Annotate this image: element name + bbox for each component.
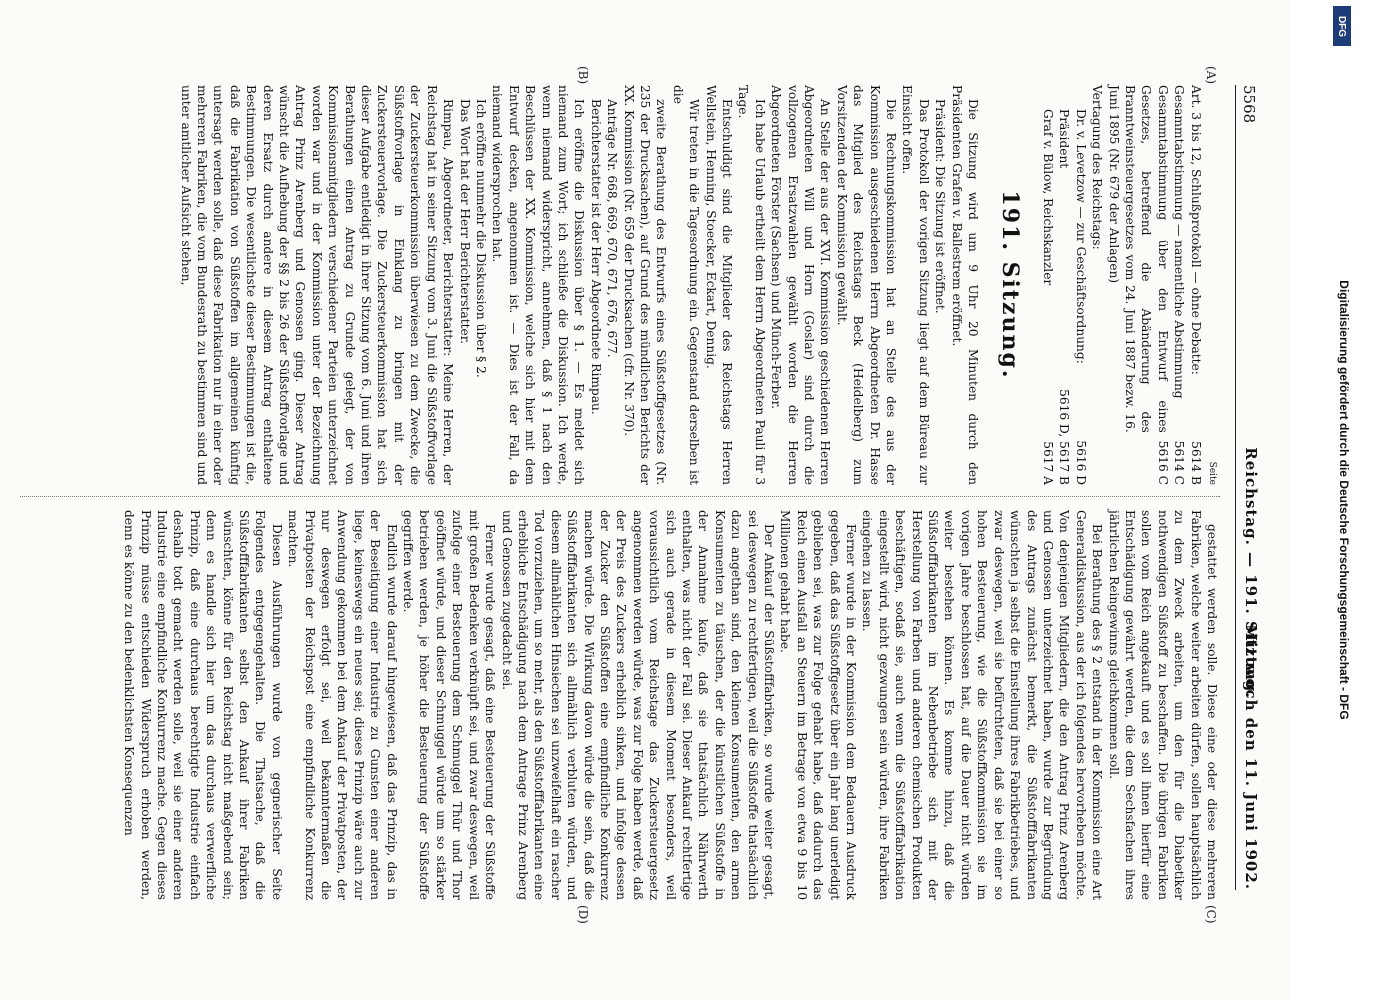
toc-text: Art. 3 bis 12, Schlußprotokoll — ohne Debatte: xyxy=(1188,85,1203,375)
paragraph: Berichterstatter ist der Herr Abgeordnete Rimpau. xyxy=(588,99,603,415)
paragraph: An Stelle der aus der XVI. Kommission geschiedenen Herren Abgeordneten Will und Horn (Goslar) sind durch die vollzogenen Ersatzwahlen gewählt worden die Herren Abgeordneten Förster (Sachsen) und Münch-Ferber. xyxy=(769,85,833,485)
paragraph: Endlich wurde darauf hingewiesen, daß das Prinzip, das in der Beseitigung einer Industrie zu Gunsten einer anderen liege, keineswegs ein neues sei; dieses Prinzip wäre auch zur Anwendung gekommen bei dem Ankauf der Privatposten, der nur deswegen erfolgt sei, weil bekanntermaßen die Privatposten der Reichspost eine empfindliche Konkurrenz machten. xyxy=(286,510,399,900)
paragraph: Ferner wurde in der Kommission dem Bedauern Ausdruck gegeben, daß das Süßstoffgesetz über ein Jahr lang unerledigt geblieben sei, was zur Folge gehabt habe, daß dadurch das Reich einen Ausfall an Steuern im Betrage von etwa 9 bis 10 Millionen gehabt habe. xyxy=(778,510,859,900)
page-number: 5568 xyxy=(1240,85,1258,124)
toc-text: Gesammtabstimmung über den Entwurf eines Gesetzes, betreffend die Abänderung des Branntweinsteuergesetzes vom 24. Juni 1887 bezw. 16. Juni 1895 (Nr. 679 der Anlagen) xyxy=(1106,85,1170,433)
toc-page: 5616 D xyxy=(1073,440,1088,485)
toc-seite-label: Seite xyxy=(1207,461,1217,485)
toc-page: 5614 C xyxy=(1172,440,1187,485)
toc-page: 5616 C xyxy=(1155,440,1170,485)
toc-text: Graf v. Bülow, Reichskanzler xyxy=(1040,109,1055,286)
toc-row xyxy=(1105,85,1171,485)
header-date: Mittwoch den 11. Juni 1902. xyxy=(1242,624,1260,890)
paragraph: Das Protokoll der vorigen Sitzung liegt auf dem Büreau zur Einsicht offen. xyxy=(900,85,931,485)
margin-mark-d: (D) xyxy=(576,905,590,924)
paragraph: Entschuldigt sind die Mitglieder des Reichstags Herren Wellstein, Henning, Stoecker, Eckart, Dennig. xyxy=(703,85,735,485)
toc-page: 5616 D, 5617 B xyxy=(1057,389,1072,485)
banner-text: Digitalisierung gefördert durch die Deutsche Forschungsgemeinschaft - DFG xyxy=(1336,280,1351,720)
toc-row xyxy=(1056,85,1072,485)
paragraph: Die Rechnungskommission hat an Stelle des aus der Kommission ausgeschiedenen Herrn Abgeordneten Dr. Hasse das Mitglied des Reichstags Beck (Heidelberg) zum Vorsitzenden der Kommission gewählt. xyxy=(834,85,899,485)
paragraph: Ich eröffne die Diskussion über § 1. — Es meldet sich niemand zum Wort; ich schließe die Diskussion. Ich werde, wenn niemand widerspricht, annehmen, daß § 1 nach den Beschlüssen der XX. Kommission, welche sich hier mit dem Entwurf decken, angenommen ist. — Dies ist der Fall, da niemand widersprochen hat. xyxy=(490,85,587,485)
margin-mark-c: (C) xyxy=(1204,905,1218,924)
toc-page: 5614 B xyxy=(1188,441,1203,485)
paragraph: Wir treten in die Tagesordnung ein. Gegenstand derselben ist die xyxy=(670,85,702,485)
margin-mark-b: (B) xyxy=(576,66,590,85)
right-text-body xyxy=(121,510,1220,900)
paragraph: Ich eröffne nunmehr die Diskussion über § 2. xyxy=(473,99,488,378)
dfg-logo: DFG xyxy=(1333,6,1351,46)
column-divider xyxy=(20,496,1220,497)
paragraph: Ich habe Urlaub ertheilt dem Herrn Abgeordneten Pauli für 3 Tage. xyxy=(736,85,767,485)
toc-page: 5617 A xyxy=(1040,441,1055,485)
paragraph: Ferner wurde gesagt, daß eine Besteuerung der Süßstoffe mit großen Bedenken verknüpft sei, und zwar deswegen, weil zufolge einer Besteuerung dem Schmuggel Thür und Thor geöffnet würde, und dieser Schmuggel würde um so stärker betrieben werden, je höher die Besteuerung der Süßstoffe gegriffen werde. xyxy=(401,510,498,900)
paragraph: Rimpau, Abgeordneter, Berichterstatter: Meine Herren, der Reichstag hat in seiner Sitzung vom 3. Juni die Süßstoffvorlage der Zuckersteuerkommission überwiesen zu dem Zwecke, die Süßstoffvorlage in Einklang zu bringen mit der Zuckersteuervorlage. Die Zuckersteuerkommission hat sich dieser Aufgabe entledigt in ihrer Sitzung vom 6. Juni und ihren Berathungen einen Antrag zu Grunde gelegt, der von Kommissionsmitgliedern verschiedener Parteien unterzeichnet worden war und in der Kommission unter der Bezeichnung Antrag Prinz Arenberg und Genossen ging. Dieser Antrag wünscht die Aufhebung der §§ 2 bis 26 der Süßstoffvorlage und deren Ersatz durch andere in diesem Antrag enthaltene Bestimmungen. Die wesentlichste dieser Bestimmungen ist die, daß die Fabrikation von Süßstoffen im allgemeinen künftig untersagt werden solle, daß diese Fabrikation nur in einer oder mehreren Fabriken, die vom Bundesrath zu bestimmen sind und unter amtlicher Aufsicht stehen, xyxy=(178,85,456,485)
paragraph: Anträge Nr. 668, 669, 670, 671, 676, 677. xyxy=(605,99,620,358)
paragraph: Der Ankauf der Süßstofffabriken, so wurde weiter gesagt, sei deswegen zu rechtfertigen, weil die Süßstoffe thatsächlich dazu angethan sind, den kleinen Konsumenten, den armen Konsumenten zu täuschen, der die künstlichen Süßstoffe in der Annahme kaufe, daß sie thatsächlich Nährwerth enthalten, was nicht der Fall sei. Dieser Ankauf rechtfertige sich auch gerade in diesem Moment besonders, weil voraussichtlich vom Reichstage das Zuckersteuergesetz angenommen werden würde, was zur Folge haben werde, daß der Preis des Zuckers erheblich sinken, und infolge dessen der Zucker den Süßstoffen eine empfindliche Konkurrenz machen würde. Die Wirkung davon würde die sein, daß die Süßstofffabrikanten sich allmählich verbluten würden, und diesem allmählichen Hinsiechen sei unzweifelhaft ein rascher Tod vorzuziehen, um so mehr, als den Süßstofffabrikanten eine erhebliche Entschädigung nach dem Antrage Prinz Arenberg und Genossen zugedacht sei. xyxy=(499,510,777,900)
toc-row xyxy=(1171,85,1187,485)
toc-text: Gesammtabstimmung — namentliche Abstimmung xyxy=(1172,85,1187,399)
left-text-body xyxy=(177,85,981,485)
paragraph: gestattet werden solle. Diese eine oder diese mehreren Fabriken, welche weiter arbeiten dürfen, sollen hauptsächlich zu dem Zweck arbeiten, um den für die Diabetiker nothwendigen Süßstoff zu beschaffen. Die übrigen Fabriken sollen vom Reich angekauft und es soll ihnen hierfür eine Entschädigung gewährt werden, die dem Sechsfachen ihres jährlichen Reingewinns gleichkommen soll. xyxy=(1106,510,1219,900)
toc-text: Präsident xyxy=(1057,109,1072,169)
running-header xyxy=(1235,85,1262,890)
table-of-contents xyxy=(1040,85,1204,485)
toc-text: Vertagung des Reichstags: xyxy=(1090,85,1105,250)
left-column xyxy=(177,85,1220,485)
header-title: Reichstag. — 191. Sitzung. xyxy=(1242,447,1260,699)
toc-row xyxy=(1089,85,1105,485)
paragraph: zweite Berathung des Entwurfs eines Süßstoffgesetzes (Nr. 235 der Drucksachen), auf Grund des mündlichen Berichts der XX. Kommission (Nr. 659 der Drucksachen (cfr. Nr. 370). xyxy=(621,85,669,485)
toc-row xyxy=(1072,85,1088,485)
toc-text: Dr. v. Levetzow — zur Geschäftsordnung: xyxy=(1073,109,1088,364)
right-column xyxy=(121,510,1220,900)
margin-mark-a: (A) xyxy=(1204,66,1218,85)
paragraph: Die Sitzung wird um 9 Uhr 20 Minuten durch den Präsidenten Grafen v. Ballestrem eröffnet. xyxy=(949,85,981,485)
toc-row xyxy=(1187,85,1203,485)
toc-page xyxy=(1089,477,1105,485)
session-title: 191. Sitzung. xyxy=(996,190,1023,380)
paragraph: Das Wort hat der Herr Berichterstatter. xyxy=(457,99,472,345)
toc-row xyxy=(1040,85,1056,485)
digitization-banner xyxy=(1290,0,1397,1000)
paragraph: Diesen Ausführungen wurde von gegnerischer Seite Folgendes entgegengehalten. Die Thatsache, daß die Süßstofffabrikanten selbst den Ankauf ihrer Fabriken wünschten, könne für den Reichstag nicht maßgebend sein; denn es handle sich hier um das durchaus verwerfliche Prinzip, daß eine durchaus berechtigte Industrie einfach deshalb todt gemacht werden solle, weil sie einer anderen Industrie eine empfindliche Konkurrenz mache. Gegen dieses Prinzip müsse entschieden Widerspruch erhoben werden, denn es könne zu den bedenklichsten Konsequenzen xyxy=(122,510,284,900)
paragraph: Präsident: Die Sitzung ist eröffnet. xyxy=(933,99,948,314)
paragraph: Bei Berathung des § 2 entstand in der Kommission eine Art Generaldiskussion, aus der ich folgendes hervorheben möchte. Von denjenigen Mitgliedern, die den Antrag Prinz Arenberg und Genossen unterzeichnet haben, wurde zur Begründung des Antrags zunächst bemerkt, die Süßstofffabrikanten wünschten ja selbst die Einstellung ihres Fabrikbetriebes, und zwar deswegen, weil sie befürchteten, daß sie bei einer so hohen Besteuerung, wie die Süßstoffkommission sie im vorigen Jahre beschlossen hat, auf die Dauer nicht würden weiter bestehen können. Es komme hinzu, daß die Süßstofffabrikanten im Nebenbetriebe sich mit der Herstellung von Farben und anderen chemischen Produkten beschäftigen, sodaß sie, auch wenn die Süßstofffabrikation eingestellt wird, nicht gezwungen sein würden, ihre Fabriken eingehen zu lassen. xyxy=(860,510,1105,900)
